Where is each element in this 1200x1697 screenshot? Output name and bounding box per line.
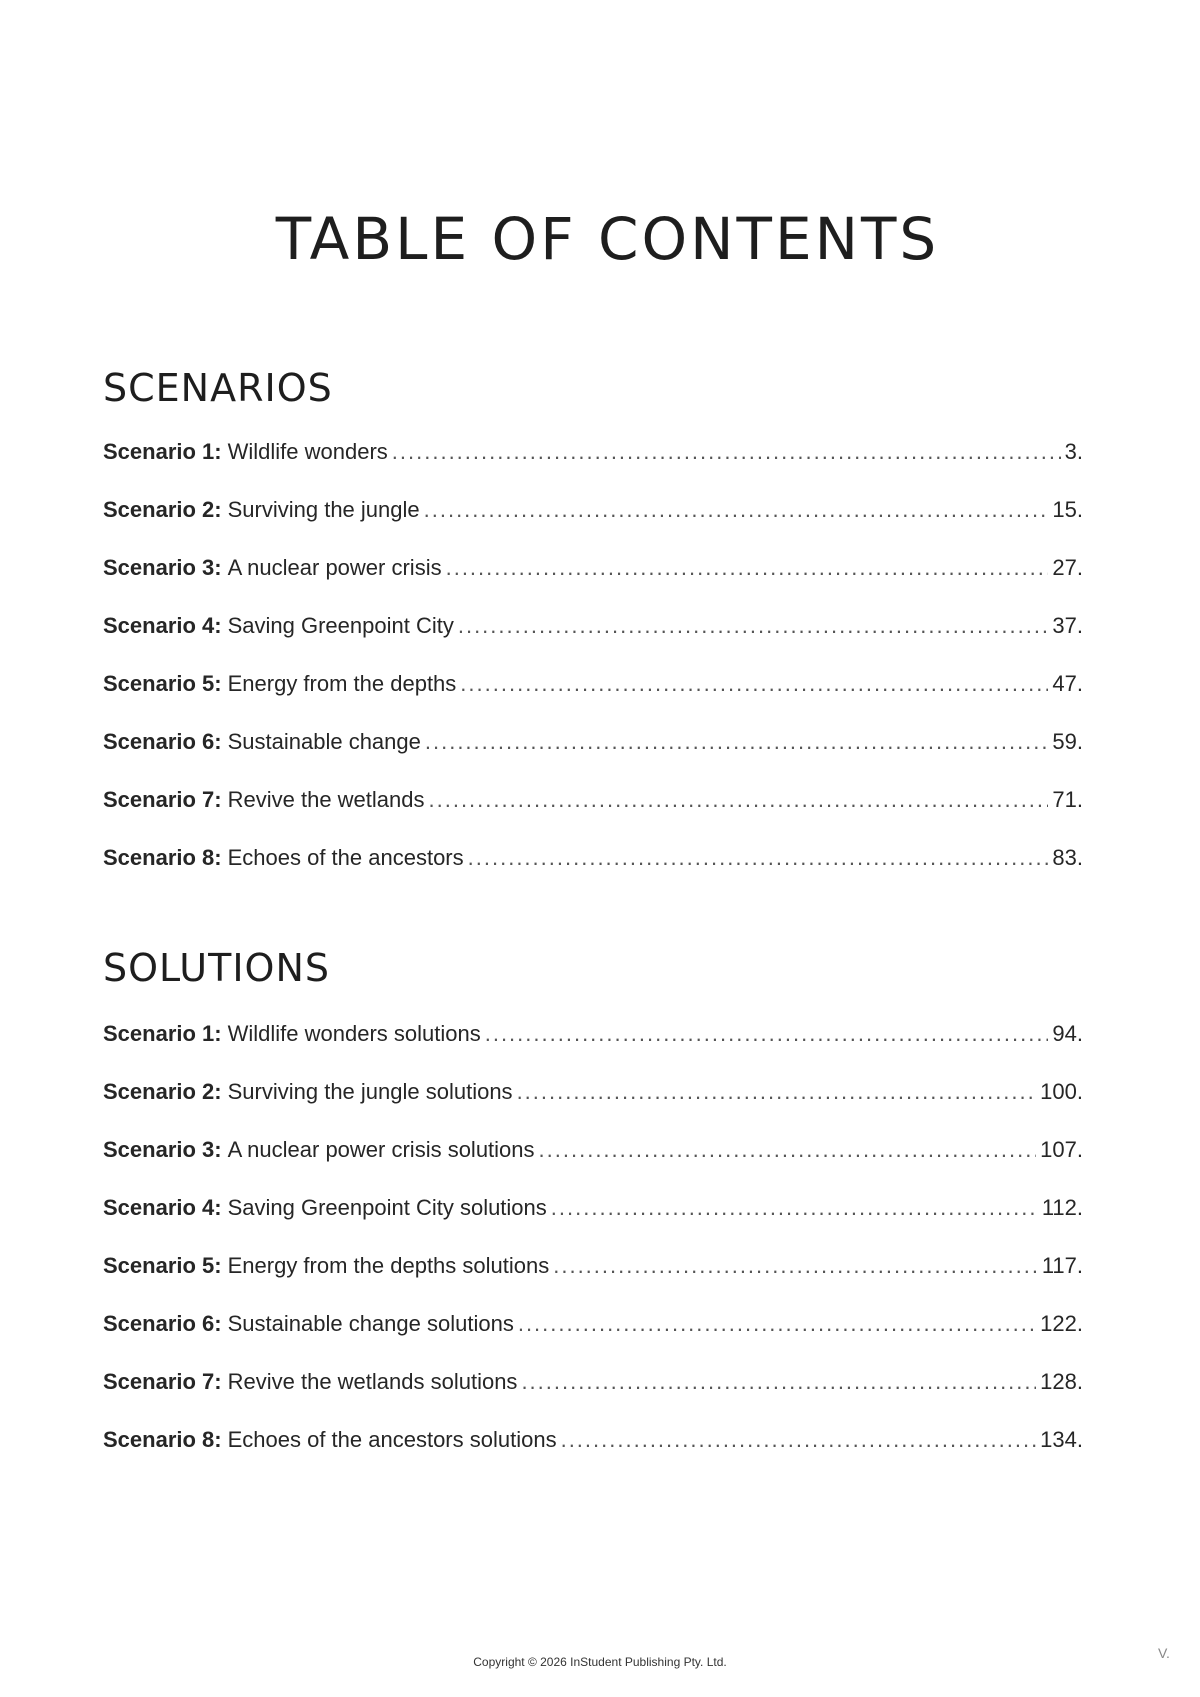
scenarios-heading: SCENARIOS [103, 366, 333, 410]
toc-entry-scenario-6[interactable] [103, 729, 1083, 787]
toc-entry-number: Scenario 5: [103, 671, 222, 696]
toc-entry-solution-4[interactable] [103, 1195, 1083, 1253]
toc-entry-page: 122. [1040, 1311, 1083, 1336]
toc-entry-page: 71. [1052, 787, 1083, 812]
toc-entry-title: Surviving the jungle solutions [227, 1079, 513, 1104]
toc-entry-solution-1[interactable] [103, 1021, 1083, 1079]
dot-leader [424, 497, 1049, 523]
toc-entry-number: Scenario 4: [103, 1195, 222, 1220]
toc-entry-page: 94. [1052, 1021, 1083, 1046]
toc-entry-number: Scenario 7: [103, 1369, 222, 1394]
toc-entry-number: Scenario 1: [103, 1021, 222, 1046]
toc-entry-page: 15. [1052, 497, 1083, 522]
solutions-toc-list [103, 1021, 1083, 1485]
toc-entry-title: Energy from the depths solutions [227, 1253, 550, 1278]
dot-leader [458, 613, 1049, 639]
toc-entry-solution-5[interactable] [103, 1253, 1083, 1311]
dot-leader [521, 1369, 1036, 1395]
toc-entry-title: Energy from the depths [227, 671, 457, 696]
toc-entry-title: Saving Greenpoint City solutions [227, 1195, 547, 1220]
dot-leader [429, 787, 1049, 813]
dot-leader [561, 1427, 1037, 1453]
dot-leader [425, 729, 1049, 755]
toc-entry-title: Sustainable change solutions [227, 1311, 514, 1336]
dot-leader [539, 1137, 1037, 1163]
toc-entry-title: Saving Greenpoint City [227, 613, 454, 638]
toc-entry-scenario-5[interactable] [103, 671, 1083, 729]
toc-entry-title: Revive the wetlands [227, 787, 425, 812]
dot-leader [517, 1079, 1037, 1105]
toc-entry-title: Sustainable change [227, 729, 421, 754]
toc-entry-title: Surviving the jungle [227, 497, 420, 522]
solutions-heading: SOLUTIONS [103, 946, 330, 990]
toc-entry-number: Scenario 6: [103, 1311, 222, 1336]
toc-entry-title: Echoes of the ancestors solutions [227, 1427, 557, 1452]
toc-entry-page: 112. [1041, 1195, 1083, 1220]
toc-entry-page: 37. [1052, 613, 1083, 638]
toc-entry-number: Scenario 8: [103, 845, 222, 870]
toc-entry-solution-8[interactable] [103, 1427, 1083, 1485]
dot-leader [518, 1311, 1036, 1337]
toc-entry-number: Scenario 2: [103, 1079, 222, 1104]
toc-entry-number: Scenario 6: [103, 729, 222, 754]
toc-entry-number: Scenario 3: [103, 555, 222, 580]
toc-entry-solution-3[interactable] [103, 1137, 1083, 1195]
toc-entry-scenario-4[interactable] [103, 613, 1083, 671]
toc-entry-page: 134. [1040, 1427, 1083, 1452]
toc-entry-title: Wildlife wonders [227, 439, 388, 464]
toc-entry-number: Scenario 8: [103, 1427, 222, 1452]
toc-entry-title: Wildlife wonders solutions [227, 1021, 481, 1046]
dot-leader [551, 1195, 1038, 1221]
page-title: TABLE OF CONTENTS [275, 205, 940, 273]
dot-leader [485, 1021, 1049, 1047]
toc-entry-number: Scenario 2: [103, 497, 222, 522]
toc-entry-number: Scenario 1: [103, 439, 222, 464]
scenarios-toc-list [103, 439, 1083, 903]
toc-entry-page: 117. [1041, 1253, 1083, 1278]
toc-entry-number: Scenario 4: [103, 613, 222, 638]
page-number: V. [1158, 1645, 1170, 1661]
toc-entry-solution-7[interactable] [103, 1369, 1083, 1427]
dot-leader [468, 845, 1049, 871]
toc-entry-title: A nuclear power crisis [227, 555, 442, 580]
toc-entry-page: 107. [1040, 1137, 1083, 1162]
toc-entry-scenario-3[interactable] [103, 555, 1083, 613]
toc-entry-scenario-8[interactable] [103, 845, 1083, 903]
toc-entry-page: 59. [1052, 729, 1083, 754]
toc-entry-page: 100. [1040, 1079, 1083, 1104]
toc-entry-page: 3. [1064, 439, 1083, 464]
dot-leader [553, 1253, 1038, 1279]
toc-entry-solution-2[interactable] [103, 1079, 1083, 1137]
dot-leader [460, 671, 1048, 697]
toc-entry-scenario-1[interactable] [103, 439, 1083, 497]
toc-entry-title: A nuclear power crisis solutions [227, 1137, 535, 1162]
copyright-footer: Copyright © 2026 InStudent Publishing Pty. Ltd. [473, 1655, 727, 1669]
dot-leader [392, 439, 1061, 465]
dot-leader [446, 555, 1049, 581]
toc-entry-page: 83. [1052, 845, 1083, 870]
toc-entry-number: Scenario 5: [103, 1253, 222, 1278]
toc-entry-title: Revive the wetlands solutions [227, 1369, 518, 1394]
toc-entry-page: 128. [1040, 1369, 1083, 1394]
toc-entry-page: 27. [1052, 555, 1083, 580]
toc-entry-page: 47. [1052, 671, 1083, 696]
toc-entry-title: Echoes of the ancestors [227, 845, 464, 870]
toc-entry-solution-6[interactable] [103, 1311, 1083, 1369]
toc-entry-scenario-2[interactable] [103, 497, 1083, 555]
toc-entry-number: Scenario 7: [103, 787, 222, 812]
toc-entry-number: Scenario 3: [103, 1137, 222, 1162]
toc-entry-scenario-7[interactable] [103, 787, 1083, 845]
